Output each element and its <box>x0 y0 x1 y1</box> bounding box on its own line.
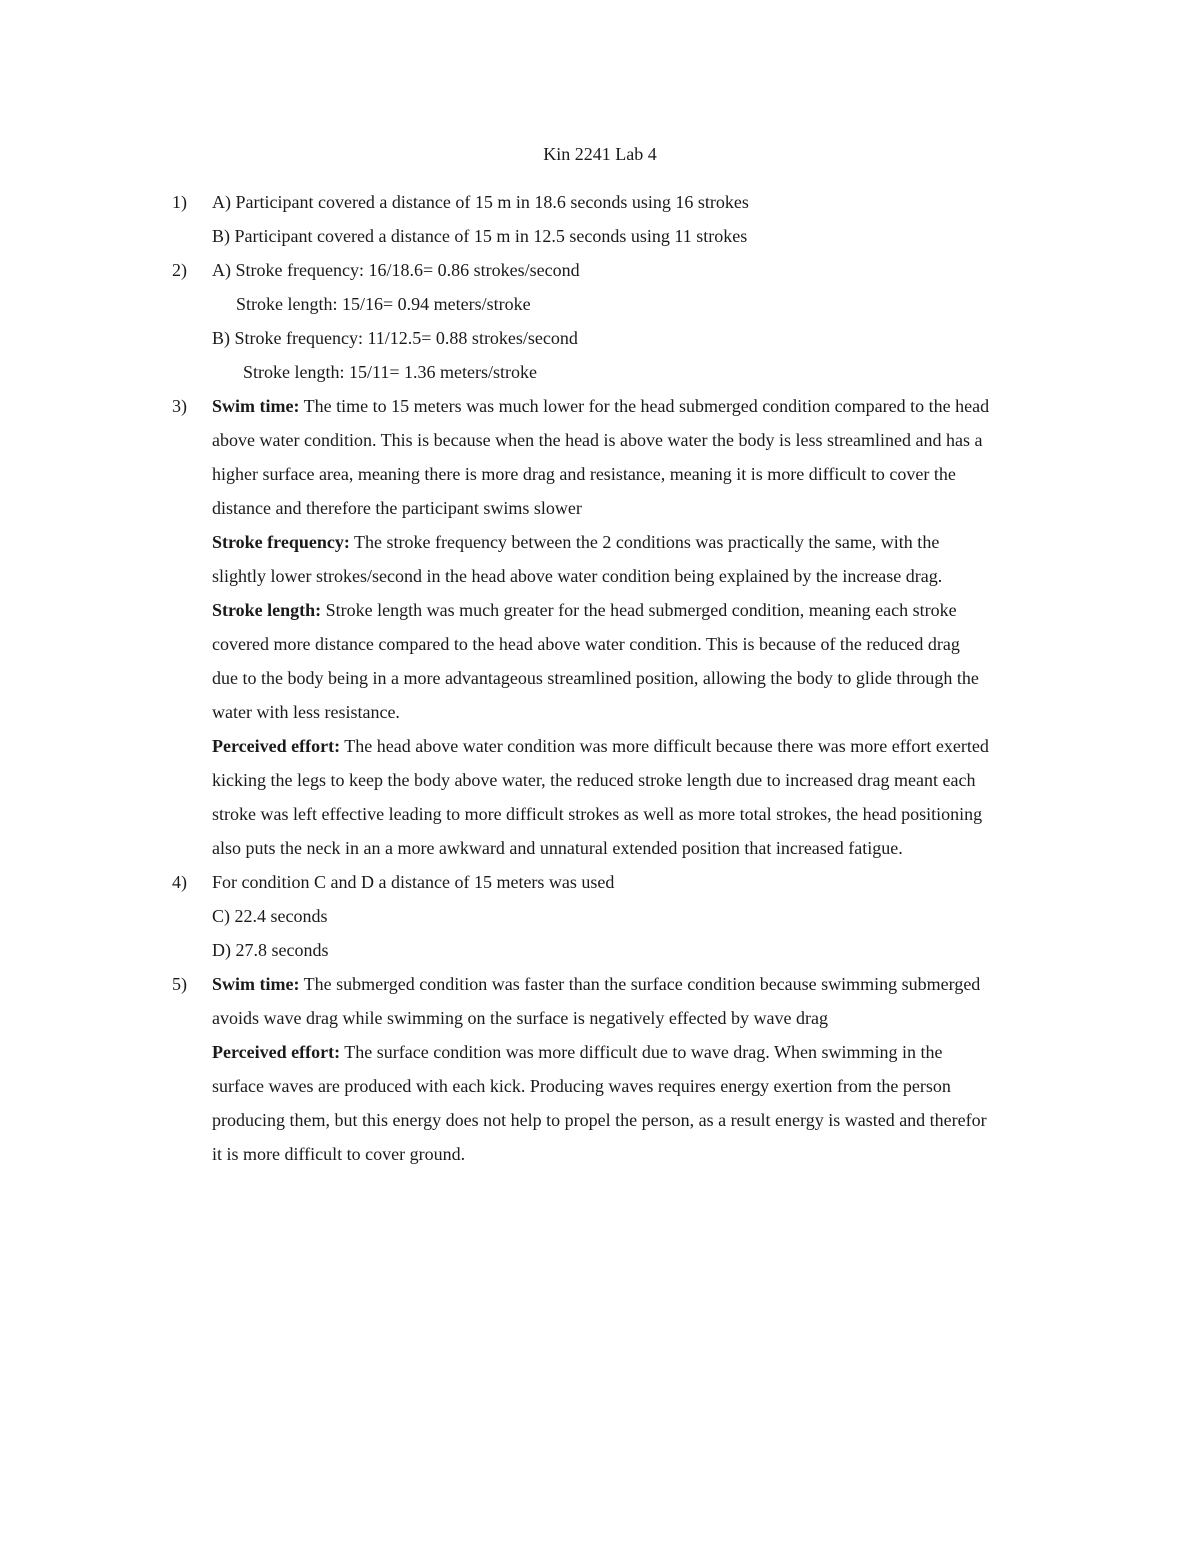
paragraph-text: producing them, but this energy does not help to propel the person, as a result energy is wasted and therefor <box>212 1110 987 1130</box>
answer-1-a: A) Participant covered a distance of 15 m in 18.6 seconds using 16 strokes <box>212 192 749 212</box>
item-number: 5) <box>172 974 187 994</box>
answer-3 <box>172 389 1072 865</box>
answer-2 <box>172 253 1072 389</box>
paragraph-text: also puts the neck in an a more awkward and unnatural extended position that increased fatigue. <box>212 838 903 858</box>
paragraph-text: avoids wave drag while swimming on the surface is negatively effected by wave drag <box>212 1008 828 1028</box>
answer-4 <box>172 865 1072 967</box>
paragraph-text: due to the body being in a more advantageous streamlined position, allowing the body to glide through the <box>212 668 979 688</box>
answer-2-b-length: Stroke length: 15/11= 1.36 meters/stroke <box>243 362 537 382</box>
item-number: 4) <box>172 872 187 892</box>
paragraph-text: above water condition. This is because when the head is above water the body is less streamlined and has a <box>212 430 983 450</box>
answer-4-intro: For condition C and D a distance of 15 meters was used <box>212 872 615 892</box>
swim-time-label: Swim time: <box>212 974 300 994</box>
stroke-length-label: Stroke length: <box>212 600 322 620</box>
answer-2-a-frequency: A) Stroke frequency: 16/18.6= 0.86 strokes/second <box>212 260 580 280</box>
stroke-length-paragraph <box>212 593 1072 729</box>
paragraph-text: The submerged condition was faster than the surface condition because swimming submerged <box>299 974 981 994</box>
answer-1-b: B) Participant covered a distance of 15 m in 12.5 seconds using 11 strokes <box>212 226 748 246</box>
paragraph-text: distance and therefore the participant swims slower <box>212 498 582 518</box>
perceived-effort-paragraph <box>212 1035 1072 1171</box>
item-number: 1) <box>172 192 187 212</box>
perceived-effort-label: Perceived effort: <box>212 1042 341 1062</box>
page-title: Kin 2241 Lab 4 <box>543 144 657 164</box>
paragraph-text: The head above water condition was more difficult because there was more effort exerted <box>340 736 989 756</box>
stroke-frequency-label: Stroke frequency: <box>212 532 350 552</box>
paragraph-text: kicking the legs to keep the body above water, the reduced stroke length due to increased drag meant each <box>212 770 976 790</box>
answer-4-c: C) 22.4 seconds <box>212 906 328 926</box>
paragraph-text: water with less resistance. <box>212 702 400 722</box>
paragraph-text: The stroke frequency between the 2 conditions was practically the same, with the <box>349 532 940 552</box>
answer-4-d: D) 27.8 seconds <box>212 940 329 960</box>
item-number: 2) <box>172 260 187 280</box>
answer-list <box>172 185 1072 1171</box>
paragraph-text: The time to 15 meters was much lower for the head submerged condition compared to the head <box>299 396 990 416</box>
paragraph-text: stroke was left effective leading to more difficult strokes as well as more total strokes, the head positioning <box>212 804 983 824</box>
paragraph-text: slightly lower strokes/second in the head above water condition being explained by the increase drag. <box>212 566 943 586</box>
swim-time-label: Swim time: <box>212 396 300 416</box>
paragraph-text: higher surface area, meaning there is more drag and resistance, meaning it is more difficult to cover the <box>212 464 956 484</box>
paragraph-text: surface waves are produced with each kick. Producing waves requires energy exertion from the person <box>212 1076 951 1096</box>
swim-time-paragraph <box>212 967 1072 1035</box>
answer-5 <box>172 967 1072 1171</box>
item-number: 3) <box>172 396 187 416</box>
perceived-effort-label: Perceived effort: <box>212 736 341 756</box>
answer-2-b-frequency: B) Stroke frequency: 11/12.5= 0.88 strokes/second <box>212 328 578 348</box>
paragraph-text: it is more difficult to cover ground. <box>212 1144 466 1164</box>
answer-1 <box>172 185 1072 253</box>
stroke-frequency-paragraph <box>212 525 1072 593</box>
answer-2-a-length: Stroke length: 15/16= 0.94 meters/stroke <box>236 294 531 314</box>
perceived-effort-paragraph <box>212 729 1072 865</box>
swim-time-paragraph <box>212 389 1072 525</box>
paragraph-text: The surface condition was more difficult due to wave drag. When swimming in the <box>340 1042 943 1062</box>
paragraph-text: Stroke length was much greater for the head submerged condition, meaning each stroke <box>321 600 957 620</box>
paragraph-text: covered more distance compared to the head above water condition. This is because of the reduced drag <box>212 634 960 654</box>
